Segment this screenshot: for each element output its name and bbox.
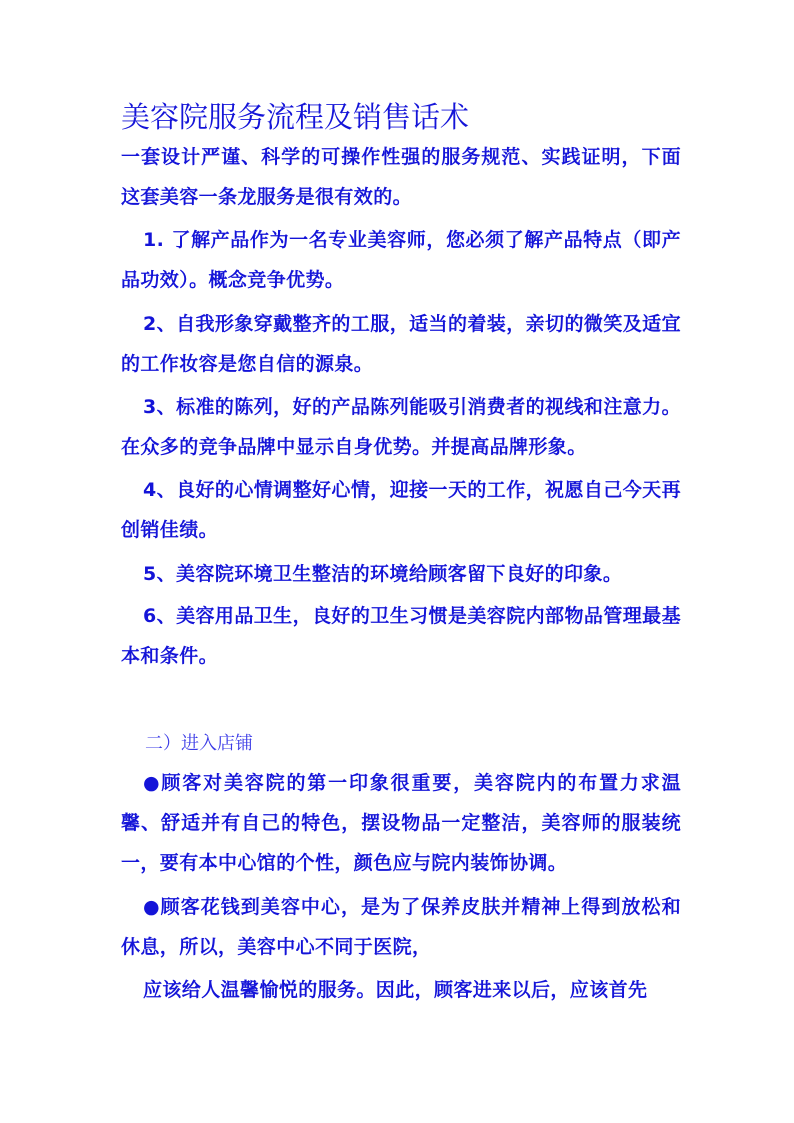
section2-paragraph-1: ●顾客对美容院的第一印象很重要，美容院内的布置力求温馨、舒适并有自己的特色，摆设物品一定整洁，美容师的服装统一，要有本中心馆的个性，颜色应与院内装饰协调。 xyxy=(121,772,681,874)
document-title: 美容院服务流程及销售话术 xyxy=(121,100,470,134)
list-item-4 xyxy=(121,470,681,550)
list-item-3 xyxy=(121,387,681,467)
list-item-1 xyxy=(121,220,681,300)
list-item-5 xyxy=(121,554,681,594)
list-item-4-text: 良好的心情调整好心情，迎接一天的工作，祝愿自己今天再创销佳绩。 xyxy=(121,479,681,541)
intro-paragraph: 一套设计严谨、科学的可操作性强的服务规范、实践证明，下面这套美容一条龙服务是很有效的。 xyxy=(121,146,681,208)
list-item-6-number: 6、 xyxy=(143,605,177,627)
list-item-6 xyxy=(121,596,681,676)
list-item-2-number: 2、 xyxy=(143,313,177,335)
list-item-3-text: 标准的陈列，好的产品陈列能吸引消费者的视线和注意力。在众多的竞争品牌中显示自身优势。并提高品牌形象。 xyxy=(121,396,681,458)
list-item-5-number: 5、 xyxy=(143,563,177,585)
list-item-2-text: 自我形象穿戴整齐的工服，适当的着装，亲切的微笑及适宜的工作妆容是您自信的源泉。 xyxy=(121,313,681,375)
list-item-5-text: 美容院环境卫生整洁的环境给顾客留下良好的印象。 xyxy=(176,563,623,585)
section2-paragraph-3: 应该给人温馨愉悦的服务。因此，顾客进来以后，应该首先 xyxy=(143,979,648,1001)
list-item-1-text: 了解产品作为一名专业美容师，您必须了解产品特点（即产品功效）。概念竞争优势。 xyxy=(121,229,681,291)
list-item-6-text: 美容用品卫生，良好的卫生习惯是美容院内部物品管理最基本和条件。 xyxy=(121,605,681,667)
list-item-1-number: 1. xyxy=(143,229,165,251)
list-item-3-number: 3、 xyxy=(143,396,177,418)
list-item-4-number: 4、 xyxy=(143,479,177,501)
section-heading: 二）进入店铺 xyxy=(145,733,253,754)
section2-paragraph-2: ●顾客花钱到美容中心，是为了保养皮肤并精神上得到放松和休息，所以，美容中心不同于医院， xyxy=(121,896,681,958)
list-item-2 xyxy=(121,304,681,384)
